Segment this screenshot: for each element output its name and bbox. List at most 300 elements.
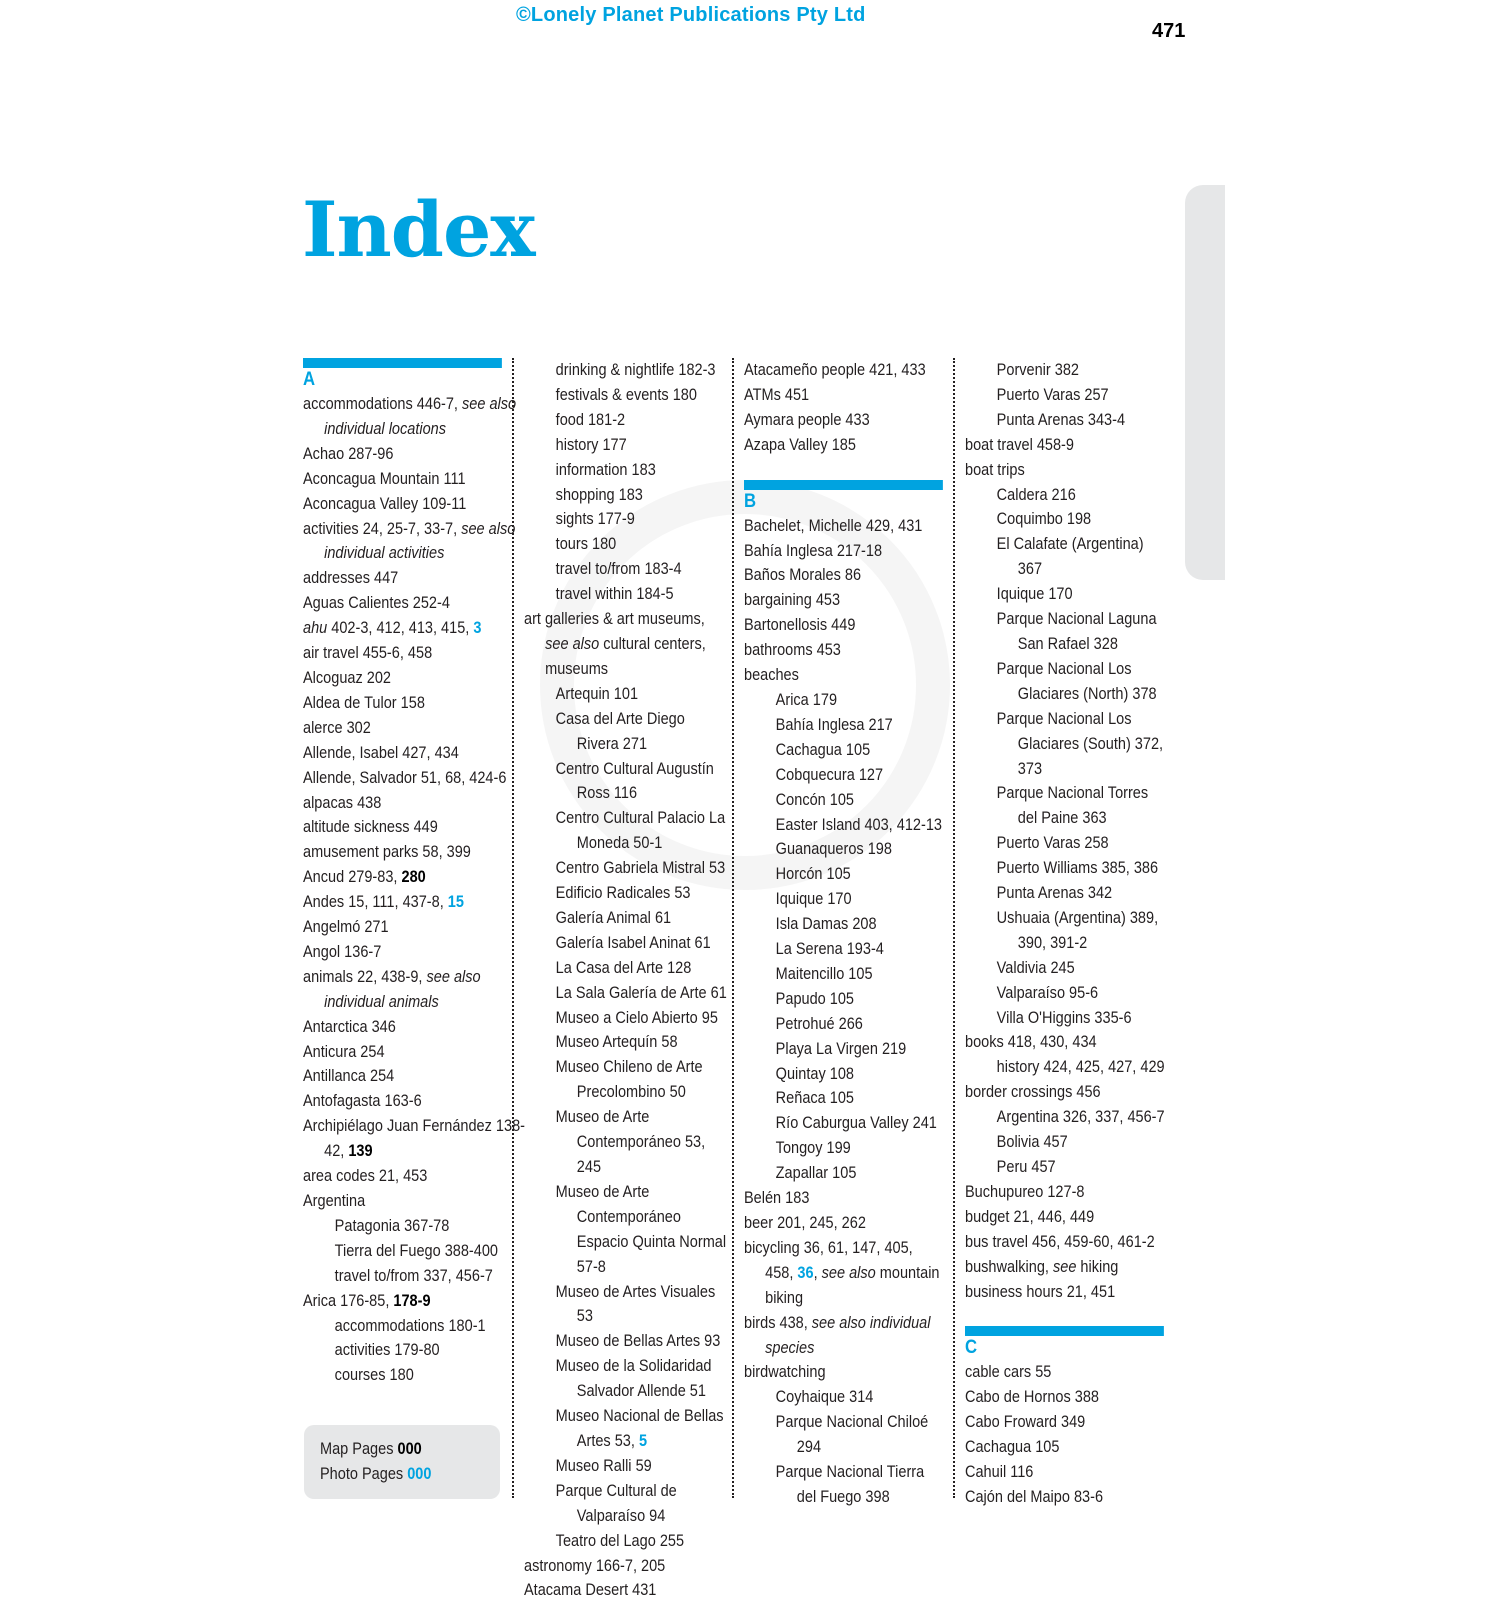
index-entry (744, 1186, 945, 1211)
entry-text: bushwalking, (965, 1257, 1053, 1276)
index-entry (303, 392, 527, 442)
entry-text: Zapallar 105 (775, 1164, 857, 1183)
entry-text: Antarctica 346 (303, 1017, 396, 1036)
entry-text: El Calafate (Argentina) 367 (996, 535, 1144, 579)
index-entry (744, 663, 945, 688)
entry-text: boat travel 458-9 (965, 435, 1074, 454)
index-entry (744, 638, 945, 663)
entry-text: La Serena 193-4 (775, 940, 884, 959)
entry-text: altitude sickness 449 (303, 818, 438, 837)
entry-text: Centro Cultural Palacio La Moneda 50-1 (555, 809, 726, 853)
index-entry (744, 539, 945, 564)
index-subentry (965, 707, 1166, 782)
index-subentry (524, 1055, 728, 1105)
entry-text: Centro Gabriela Mistral 53 (555, 859, 726, 878)
section-header (965, 1326, 1166, 1360)
entry-text: Azapa Valley 185 (744, 435, 856, 454)
index-entry (965, 1180, 1166, 1205)
entry-text: Allende, Isabel 427, 434 (303, 743, 459, 762)
entry-text: astronomy 166-7, 205 (524, 1556, 666, 1575)
index-subentry (965, 831, 1166, 856)
index-subentry (744, 1161, 945, 1186)
index-subentry (744, 688, 945, 713)
index-entry (303, 965, 527, 1015)
index-entry (965, 433, 1166, 458)
index-entry (303, 666, 527, 691)
entry-text: bus travel 456, 459-60, 461-2 (965, 1232, 1155, 1251)
index-entry (965, 1080, 1166, 1105)
entry-text: hiking (1076, 1257, 1119, 1276)
entry-text: Tierra del Fuego 388-400 (334, 1241, 499, 1260)
entry-text: alpacas 438 (303, 793, 382, 812)
photo-page-ref: 15 (447, 893, 464, 912)
index-entry (303, 442, 527, 467)
entry-text: Atacameño people 421, 433 (744, 361, 926, 379)
index-subentry (524, 931, 728, 956)
entry-text: Bolivia 457 (996, 1133, 1068, 1152)
index-subentry (744, 1136, 945, 1161)
index-entry (303, 691, 527, 716)
entry-text: Galería Isabel Aninat 61 (555, 933, 711, 952)
entry-text: Puerto Williams 385, 386 (996, 859, 1159, 878)
entry-text: information 183 (555, 460, 656, 479)
index-entry (303, 1189, 527, 1214)
entry-text: courses 180 (334, 1366, 414, 1385)
entry-text: Bahía Inglesa 217 (775, 715, 893, 734)
photo-page-ref: 36 (797, 1263, 814, 1282)
entry-text: Concón 105 (775, 790, 854, 809)
entry-text: Museo de Bellas Artes 93 (555, 1332, 721, 1351)
index-entry (744, 514, 945, 539)
section-letter: A (303, 369, 316, 390)
index-entry (744, 563, 945, 588)
entry-text: see also individual animals (324, 967, 481, 1011)
entry-text: air travel 455-6, 458 (303, 644, 433, 663)
entry-text: Antillanca 254 (303, 1067, 395, 1086)
entry-text: Río Caburgua Valley 241 (775, 1114, 937, 1133)
section-bar (965, 1326, 1164, 1336)
entry-text: La Casa del Arte 128 (555, 958, 692, 977)
index-subentry (965, 383, 1166, 408)
index-subentry (744, 987, 945, 1012)
index-subentry (965, 507, 1166, 532)
entry-text: Horcón 105 (775, 865, 851, 884)
index-entry (303, 865, 527, 890)
index-entry (965, 1255, 1166, 1280)
index-entry (303, 890, 527, 915)
index-entry (303, 791, 527, 816)
entry-text: budget 21, 446, 449 (965, 1207, 1095, 1226)
entry-text: mountain biking (765, 1263, 940, 1307)
index-subentry (524, 1030, 728, 1055)
entry-text: Artequin 101 (555, 684, 639, 703)
index-entry (965, 1410, 1166, 1435)
entry-text: Patagonia 367-78 (334, 1216, 450, 1235)
index-entry (524, 607, 728, 682)
index-entry (744, 433, 945, 458)
entry-text: Easter Island 403, 412-13 (775, 815, 942, 834)
index-subentry (965, 1155, 1166, 1180)
index-entry (965, 1485, 1166, 1510)
entry-text: drinking & nightlife 182-3 (555, 361, 716, 379)
index-subentry (744, 1037, 945, 1062)
entry-text: Porvenir 382 (996, 361, 1080, 379)
entry-text: history 424, 425, 427, 429 (996, 1058, 1165, 1077)
entry-text: Coyhaique 314 (775, 1388, 874, 1407)
entry-text: shopping 183 (555, 485, 643, 504)
entry-text: accommodations 446-7, (303, 395, 463, 413)
entry-text: Teatro del Lago 255 (555, 1531, 685, 1550)
entry-text: activities 24, 25-7, 33-7, (303, 519, 462, 538)
index-subentry (744, 788, 945, 813)
index-entry (303, 915, 527, 940)
entry-text: Allende, Salvador 51, 68, 424-6 (303, 768, 507, 787)
index-subentry (744, 1062, 945, 1087)
index-entry (303, 1114, 527, 1164)
entry-text: Antofagasta 163-6 (303, 1092, 422, 1111)
index-subentry (524, 1006, 728, 1031)
entry-text: ATMs 451 (744, 385, 810, 404)
index-subentry (524, 1180, 728, 1280)
index-subentry (744, 887, 945, 912)
index-entry (303, 1040, 527, 1065)
index-entry (303, 1289, 527, 1314)
entry-text: Arica 179 (775, 690, 838, 709)
entry-text: Aconcagua Mountain 111 (303, 469, 466, 488)
section-gap (965, 1304, 1166, 1326)
index-entry (524, 1554, 728, 1579)
entry-text: Galería Animal 61 (555, 908, 672, 927)
entry-text: Valdivia 245 (996, 958, 1075, 977)
index-entry (303, 492, 527, 517)
entry-text: Museo Artequín 58 (555, 1033, 678, 1052)
index-column-1 (303, 358, 527, 1388)
index-subentry (524, 1454, 728, 1479)
index-subentry (965, 906, 1166, 956)
entry-text: Museo de Arte Contemporáneo 53, 245 (555, 1108, 706, 1176)
index-subentry (524, 856, 728, 881)
index-subentry (965, 1006, 1166, 1031)
column-divider (732, 358, 734, 1498)
entry-text: history 177 (555, 435, 627, 454)
entry-text: business hours 21, 451 (965, 1282, 1116, 1301)
index-subentry (965, 881, 1166, 906)
index-subentry (965, 1130, 1166, 1155)
index-entry (965, 1230, 1166, 1255)
index-subentry (524, 881, 728, 906)
entry-text: Museo a Cielo Abierto 95 (555, 1008, 718, 1027)
index-subentry (965, 1055, 1166, 1080)
entry-text: cultural centers, museums (545, 634, 706, 678)
legend-map-pages (320, 1437, 431, 1462)
index-entry (303, 591, 527, 616)
entry-text: Atacama Desert 431 (524, 1581, 657, 1600)
entry-text: Caldera 216 (996, 485, 1076, 504)
entry-text: Cabo Froward 349 (965, 1413, 1086, 1432)
page-number: 471 (1152, 20, 1186, 42)
index-entry (303, 517, 527, 567)
entry-text: Cahuil 116 (965, 1463, 1034, 1482)
index-entry (303, 940, 527, 965)
entry-text: cable cars 55 (965, 1363, 1052, 1382)
index-entry (303, 815, 527, 840)
index-entry (303, 1064, 527, 1089)
entry-text: beaches (744, 666, 799, 685)
entry-text: see also individual locations (324, 395, 517, 438)
index-entry (965, 1205, 1166, 1230)
entry-text: Arica 176-85, (303, 1291, 394, 1310)
index-subentry (744, 738, 945, 763)
index-subentry (524, 707, 728, 757)
index-entry (744, 358, 945, 383)
index-column-3 (744, 358, 945, 1510)
entry-text: alerce 302 (303, 718, 371, 737)
entry-text: Cajón del Maipo 83-6 (965, 1487, 1104, 1506)
entry-text: ahu (303, 619, 328, 638)
index-subentry (524, 483, 728, 508)
entry-text: Quintay 108 (775, 1064, 854, 1083)
thumb-tab (1185, 185, 1225, 580)
entry-text: beer 201, 245, 262 (744, 1214, 866, 1232)
index-subentry (744, 813, 945, 838)
entry-text: Aguas Calientes 252-4 (303, 594, 450, 613)
index-entry (303, 840, 527, 865)
index-subentry (744, 1460, 945, 1510)
index-subentry (524, 1404, 728, 1454)
index-subentry (965, 1105, 1166, 1130)
index-column-2 (524, 358, 728, 1603)
index-subentry (744, 1012, 945, 1037)
index-subentry (303, 1239, 527, 1264)
map-page-ref: 139 (348, 1142, 373, 1161)
index-subentry (744, 862, 945, 887)
index-entry (744, 1236, 945, 1311)
section-gap (744, 458, 945, 480)
entry-text: Museo Ralli 59 (555, 1456, 652, 1475)
index-subentry (303, 1363, 527, 1388)
entry-text: Peru 457 (996, 1158, 1056, 1176)
entry-text: Centro Cultural Augustín Ross 116 (555, 759, 714, 803)
entry-text: Playa La Virgen 219 (775, 1039, 907, 1058)
index-subentry (965, 657, 1166, 707)
entry-text: Cobquecura 127 (775, 765, 884, 784)
legend-photo-label: Photo Pages (320, 1465, 408, 1483)
entry-text: Achao 287-96 (303, 444, 394, 463)
entry-text: Bartonellosis 449 (744, 616, 856, 635)
section-header (303, 358, 527, 392)
entry-text: Bahía Inglesa 217-18 (744, 541, 883, 560)
index-column-4 (965, 358, 1166, 1510)
index-subentry (965, 358, 1166, 383)
entry-text: food 181-2 (555, 410, 626, 429)
entry-text: Guanaqueros 198 (775, 840, 892, 859)
entry-text: Belén 183 (744, 1189, 810, 1208)
index-entry (744, 1360, 945, 1385)
index-entry (744, 1211, 945, 1236)
entry-text: festivals & events 180 (555, 385, 697, 404)
copyright-notice: ©Lonely Planet Publications Pty Ltd (516, 4, 866, 26)
map-page-ref: 280 (401, 868, 426, 887)
index-entry (744, 383, 945, 408)
index-subentry (524, 532, 728, 557)
entry-text: La Sala Galería de Arte 61 (555, 983, 727, 1002)
entry-text: Parque Nacional Tierra del Fuego 398 (775, 1463, 925, 1506)
entry-text: Casa del Arte Diego Rivera 271 (555, 709, 685, 753)
entry-text: Punta Arenas 343-4 (996, 410, 1126, 429)
entry-text: Parque Nacional Los Glaciares (North) 378 (996, 659, 1157, 703)
index-entry (965, 1385, 1166, 1410)
entry-text: boat trips (965, 460, 1025, 479)
entry-text: travel to/from 337, 456-7 (334, 1266, 493, 1285)
entry-text: Museo de Arte Contemporáneo Espacio Quinta Normal 57-8 (555, 1182, 727, 1276)
entry-text: Aconcagua Valley 109-11 (303, 494, 467, 513)
entry-text: accommodations 180-1 (334, 1316, 486, 1335)
entry-text: Cachagua 105 (775, 740, 871, 759)
index-subentry (965, 856, 1166, 881)
index-entry (303, 1164, 527, 1189)
index-subentry (524, 981, 728, 1006)
index-subentry (965, 607, 1166, 657)
entry-text: Edificio Radicales 53 (555, 884, 691, 903)
index-subentry (744, 912, 945, 937)
index-entry (303, 641, 527, 666)
index-subentry (303, 1338, 527, 1363)
index-subentry (965, 981, 1166, 1006)
entry-text: bargaining 453 (744, 591, 841, 610)
entry-text: Coquimbo 198 (996, 510, 1092, 529)
index-subentry (965, 956, 1166, 981)
entry-text: art galleries & art museums, (524, 610, 705, 629)
entry-text: see also individual species (765, 1313, 931, 1357)
index-entry (744, 1311, 945, 1361)
entry-text: see also individual activities (324, 519, 516, 563)
entry-text: see also (545, 634, 600, 653)
page-legend (304, 1425, 500, 1499)
index-subentry (524, 383, 728, 408)
entry-text: Petrohué 266 (775, 1014, 863, 1033)
entry-text: Angelmó 271 (303, 918, 389, 937)
entry-text: Parque Nacional Chiloé 294 (775, 1413, 929, 1457)
index-subentry (744, 1410, 945, 1460)
entry-text: Museo de la Solidaridad Salvador Allende 51 (555, 1357, 712, 1401)
entry-text: books 418, 430, 434 (965, 1033, 1097, 1052)
index-subentry (744, 763, 945, 788)
legend-photo-value: 000 (407, 1465, 432, 1483)
entry-text: bathrooms 453 (744, 641, 841, 660)
entry-text: border crossings 456 (965, 1083, 1101, 1102)
index-entry (965, 1460, 1166, 1485)
entry-text: bicycling 36, 61, 147, 405, 458, (744, 1238, 913, 1282)
column-divider (512, 358, 514, 1498)
entry-text: travel to/from 183-4 (555, 560, 682, 579)
index-subentry (524, 557, 728, 582)
entry-text: Angol 136-7 (303, 942, 382, 961)
index-subentry (965, 408, 1166, 433)
entry-text: Villa O'Higgins 335-6 (996, 1008, 1132, 1027)
section-bar (744, 480, 943, 490)
entry-text: area codes 21, 453 (303, 1167, 428, 1186)
index-entry (965, 1030, 1166, 1055)
entry-text: Ancud 279-83, (303, 868, 402, 887)
index-subentry (744, 713, 945, 738)
entry-text: Reñaca 105 (775, 1089, 854, 1108)
entry-text: animals 22, 438-9, (303, 967, 427, 986)
entry-text: Isla Damas 208 (775, 915, 877, 934)
entry-text: 402-3, 412, 413, 415, (327, 619, 474, 638)
index-entry (303, 741, 527, 766)
index-subentry (524, 806, 728, 856)
entry-text: Papudo 105 (775, 989, 855, 1008)
entry-text: Parque Nacional Torres del Paine 363 (996, 784, 1149, 828)
entry-text: Puerto Varas 258 (996, 834, 1109, 853)
index-entry (965, 458, 1166, 483)
index-entry (965, 1360, 1166, 1385)
index-subentry (524, 1105, 728, 1180)
entry-text: Baños Morales 86 (744, 566, 862, 585)
index-subentry (744, 962, 945, 987)
index-subentry (524, 1280, 728, 1330)
entry-text: Tongoy 199 (775, 1139, 851, 1158)
entry-text: Maitencillo 105 (775, 964, 873, 983)
entry-text: Museo Chileno de Arte Precolombino 50 (555, 1058, 703, 1102)
index-subentry (524, 1329, 728, 1354)
entry-text: amusement parks 58, 399 (303, 843, 471, 862)
entry-text: Museo de Artes Visuales 53 (555, 1282, 716, 1326)
entry-text: sights 177-9 (555, 510, 635, 529)
index-subentry (524, 682, 728, 707)
index-subentry (524, 458, 728, 483)
index-entry (303, 616, 527, 641)
index-entry (965, 1435, 1166, 1460)
entry-text: Buchupureo 127-8 (965, 1182, 1085, 1201)
legend-photo-pages (320, 1462, 431, 1487)
entry-text: Puerto Varas 257 (996, 385, 1109, 404)
section-header (744, 480, 945, 514)
entry-text: Cabo de Hornos 388 (965, 1388, 1100, 1407)
entry-text: activities 179-80 (334, 1341, 440, 1360)
entry-text: Bachelet, Michelle 429, 431 (744, 516, 923, 535)
entry-text: birds 438, (744, 1313, 812, 1332)
index-subentry (524, 358, 728, 383)
index-subentry (303, 1314, 527, 1339)
index-subentry (524, 1354, 728, 1404)
entry-text: Museo Nacional de Bellas Artes 53, (555, 1407, 724, 1450)
entry-text: Iquique 170 (775, 890, 852, 909)
entry-text: see (1052, 1257, 1077, 1276)
index-subentry (744, 1086, 945, 1111)
index-entry (965, 1280, 1166, 1305)
entry-text: Aldea de Tulor 158 (303, 693, 425, 712)
entry-text: Andes 15, 111, 437-8, (303, 893, 448, 912)
index-entry (744, 588, 945, 613)
index-subentry (744, 1111, 945, 1136)
entry-text: Aymara people 433 (744, 410, 870, 429)
index-subentry (303, 1214, 527, 1239)
legend-map-value: 000 (397, 1440, 422, 1458)
index-subentry (524, 582, 728, 607)
legend-map-label: Map Pages (320, 1440, 398, 1458)
index-subentry (524, 956, 728, 981)
index-subentry (965, 483, 1166, 508)
entry-text: Punta Arenas 342 (996, 884, 1113, 903)
entry-text: travel within 184-5 (555, 585, 674, 604)
column-divider (953, 358, 955, 1498)
entry-text: Parque Cultural de Valparaíso 94 (555, 1481, 677, 1525)
entry-text: Parque Nacional Los Glaciares (South) 372, 373 (996, 709, 1164, 778)
index-entry (303, 566, 527, 591)
entry-text: Argentina 326, 337, 456-7 (996, 1108, 1165, 1127)
entry-text: see also (821, 1263, 876, 1282)
